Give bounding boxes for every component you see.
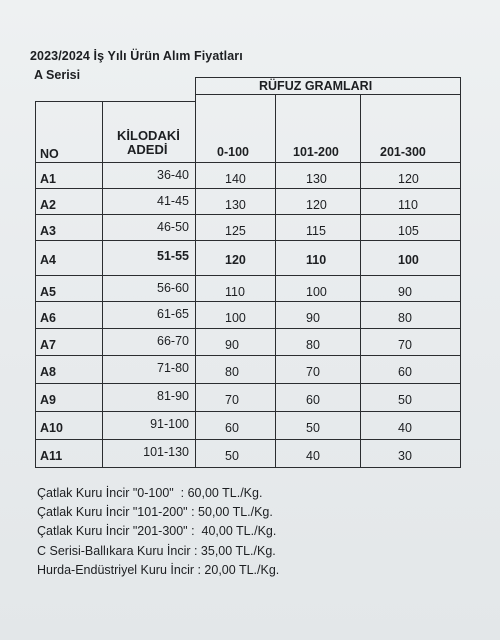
price-table <box>35 77 461 469</box>
row-price-0-100: 70 <box>225 393 239 407</box>
table-rule <box>35 439 461 440</box>
row-price-0-100: 125 <box>225 224 246 238</box>
col-header-no: NO <box>40 147 59 161</box>
row-no: A7 <box>40 338 56 352</box>
note-line: Çatlak Kuru İncir "101-200" : 50,00 TL./Kg. <box>37 505 273 520</box>
row-price-0-100: 90 <box>225 338 239 352</box>
row-price-101-200: 60 <box>306 393 320 407</box>
document-subtitle: A Serisi <box>34 68 81 82</box>
row-no: A2 <box>40 198 56 212</box>
row-price-101-200: 120 <box>306 198 327 212</box>
row-no: A9 <box>40 393 56 407</box>
table-rule <box>35 355 461 356</box>
row-no: A3 <box>40 224 56 238</box>
row-price-201-300: 80 <box>398 311 412 325</box>
table-rule <box>195 77 461 78</box>
row-price-0-100: 120 <box>225 253 246 267</box>
table-rule <box>195 77 196 468</box>
table-rule <box>102 101 103 468</box>
row-no: A8 <box>40 365 56 379</box>
row-price-101-200: 130 <box>306 172 327 186</box>
row-price-0-100: 140 <box>225 172 246 186</box>
col-header-range-1: 0-100 <box>217 145 249 159</box>
note-line: Çatlak Kuru İncir "0-100" : 60,00 TL./Kg. <box>37 486 263 500</box>
table-rule <box>35 240 461 241</box>
note-line: Hurda-Endüstriyel Kuru İncir : 20,00 TL./Kg. <box>37 562 280 577</box>
row-price-101-200: 80 <box>306 338 320 352</box>
row-price-201-300: 100 <box>398 253 419 267</box>
col-header-range-3: 201-300 <box>380 145 426 159</box>
row-price-201-300: 40 <box>398 421 412 435</box>
row-no: A1 <box>40 172 56 186</box>
row-kilo-adet: 46-50 <box>157 220 189 234</box>
row-price-201-300: 120 <box>398 172 419 186</box>
col-header-adet: ADEDİ <box>127 142 168 157</box>
table-rule <box>35 467 461 468</box>
document-title: 2023/2024 İş Yılı Ürün Alım Fiyatları <box>30 49 243 63</box>
table-rule <box>460 77 461 468</box>
table-rule <box>35 383 461 384</box>
table-rule <box>35 188 461 189</box>
row-no: A10 <box>40 421 63 435</box>
row-price-201-300: 105 <box>398 224 419 238</box>
row-price-0-100: 50 <box>225 449 239 463</box>
table-rule <box>35 301 461 302</box>
row-kilo-adet: 61-65 <box>157 307 189 321</box>
table-rule <box>195 94 461 95</box>
row-price-0-100: 130 <box>225 198 246 212</box>
col-header-kilo: KİLODAKİ <box>117 128 180 143</box>
row-price-0-100: 100 <box>225 311 246 325</box>
row-price-101-200: 115 <box>306 224 326 238</box>
row-price-101-200: 90 <box>306 311 320 325</box>
row-kilo-adet: 81-90 <box>157 389 189 403</box>
row-price-101-200: 110 <box>306 253 327 267</box>
note-line: Çatlak Kuru İncir "201-300" : 40,00 TL./Kg. <box>37 524 277 539</box>
row-price-0-100: 80 <box>225 365 239 379</box>
price-notes <box>37 484 279 580</box>
row-price-101-200: 40 <box>306 449 320 463</box>
row-kilo-adet: 66-70 <box>157 334 189 348</box>
row-kilo-adet: 91-100 <box>150 417 189 431</box>
row-price-201-300: 110 <box>398 198 418 212</box>
row-price-101-200: 50 <box>306 421 320 435</box>
row-no: A6 <box>40 311 56 325</box>
row-price-101-200: 70 <box>306 365 320 379</box>
col-header-range-2: 101-200 <box>293 145 339 159</box>
table-rule <box>35 214 461 215</box>
row-price-201-300: 90 <box>398 285 412 299</box>
row-kilo-adet: 71-80 <box>157 361 189 375</box>
row-no: A11 <box>40 449 63 463</box>
row-price-101-200: 100 <box>306 285 327 299</box>
table-rule <box>35 275 461 276</box>
group-header: RÜFUZ GRAMLARI <box>259 79 373 93</box>
table-rule <box>35 101 195 102</box>
row-kilo-adet: 36-40 <box>157 168 189 182</box>
note-line: C Serisi-Ballıkara Kuru İncir : 35,00 TL./Kg. <box>37 543 276 558</box>
row-kilo-adet: 56-60 <box>157 281 189 295</box>
row-price-201-300: 70 <box>398 338 412 352</box>
table-rule <box>35 101 36 468</box>
table-rule <box>35 411 461 412</box>
row-kilo-adet: 51-55 <box>157 249 189 263</box>
table-rule <box>35 328 461 329</box>
row-kilo-adet: 101-130 <box>143 445 189 459</box>
row-price-0-100: 110 <box>225 285 245 299</box>
table-rule <box>360 94 361 468</box>
table-rule <box>35 162 461 163</box>
row-price-201-300: 60 <box>398 365 412 379</box>
row-kilo-adet: 41-45 <box>157 194 189 208</box>
row-price-0-100: 60 <box>225 421 239 435</box>
row-price-201-300: 50 <box>398 393 412 407</box>
table-rule <box>275 94 276 468</box>
row-no: A4 <box>40 253 56 267</box>
row-price-201-300: 30 <box>398 449 412 463</box>
row-no: A5 <box>40 285 56 299</box>
